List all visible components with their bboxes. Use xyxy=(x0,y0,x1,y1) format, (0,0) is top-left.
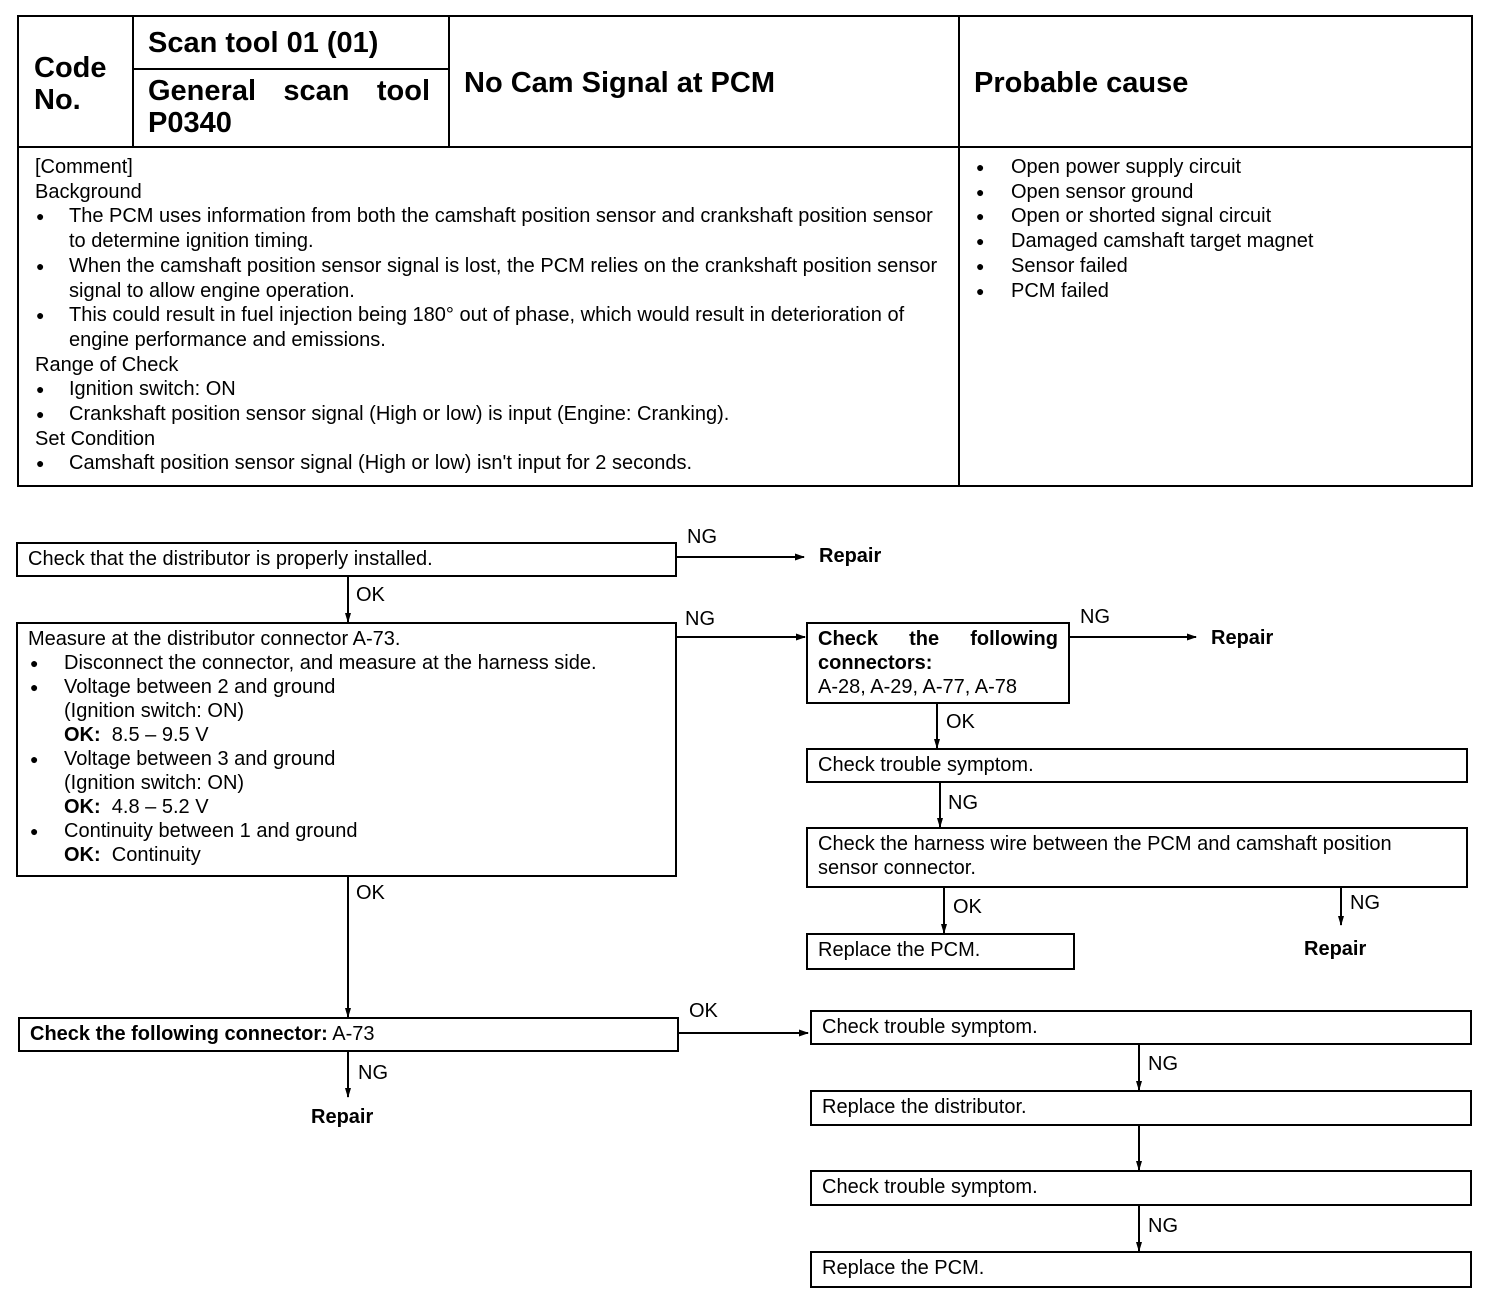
list-item: ● Continuity between 1 and ground xyxy=(28,819,665,843)
measure-list xyxy=(28,651,665,699)
repair-label: Repair xyxy=(1304,938,1367,960)
code-no-label: Code No. xyxy=(34,52,107,116)
list-item: ● The PCM uses information from both the camshaft position sensor and crankshaft position sensor to determine ignition timing. xyxy=(35,204,945,253)
list-item xyxy=(28,675,665,699)
repair-label: Repair xyxy=(311,1106,374,1128)
step-replace-pcm-2: Replace the PCM. xyxy=(810,1251,1472,1288)
ng-label: NG xyxy=(948,792,978,814)
step-check-trouble-symptom: Check trouble symptom. xyxy=(806,748,1468,783)
condition-text: (Ignition switch: ON) xyxy=(64,772,245,794)
measure-list-3 xyxy=(28,819,665,843)
ok-label: OK xyxy=(689,1000,718,1022)
probable-cause-heading: Probable cause xyxy=(974,67,1189,99)
ok-label: OK: xyxy=(64,844,101,866)
connectors-list: A-28, A-29, A-77, A-78 xyxy=(818,676,1018,698)
ng-label: NG xyxy=(1148,1215,1178,1237)
cause-item: ● Damaged camshaft target magnet xyxy=(975,229,1455,254)
list-item: ● Crankshaft position sensor signal (High or low) is input (Engine: Cranking). xyxy=(35,402,945,427)
ok-spec xyxy=(28,795,665,819)
general-scan-tool-code: General scan tool P0340 xyxy=(148,75,430,139)
repair-label: Repair xyxy=(819,545,882,567)
connector-value: A-73 xyxy=(332,1023,375,1045)
list-item: ● Ignition switch: ON xyxy=(35,377,945,402)
ok-value: 4.8 – 5.2 V xyxy=(111,796,209,818)
ok-spec xyxy=(28,723,665,747)
ng-label: NG xyxy=(687,526,717,548)
ok-value: Continuity xyxy=(111,844,201,866)
dtc-title: No Cam Signal at PCM xyxy=(464,67,775,99)
step-check-connectors xyxy=(806,622,1070,704)
scan-tool-code: Scan tool 01 (01) xyxy=(148,27,379,59)
cause-item: ● Open or shorted signal circuit xyxy=(975,204,1455,229)
step-measure-connector-a73 xyxy=(16,622,677,877)
ok-spec xyxy=(28,843,665,867)
list-item: ● When the camshaft position sensor signal is lost, the PCM relies on the crankshaft position sensor signal to allow engine operation. xyxy=(35,254,945,303)
cause-item: ● PCM failed xyxy=(975,279,1455,304)
step-title: Measure at the distributor connector A-73. xyxy=(28,628,401,650)
ng-label: NG xyxy=(685,608,715,630)
step-check-trouble-symptom-2: Check trouble symptom. xyxy=(810,1010,1472,1045)
ok-value: 8.5 – 9.5 V xyxy=(111,724,209,746)
ng-label: NG xyxy=(1148,1053,1178,1075)
ng-label: NG xyxy=(1350,892,1380,914)
set-condition-label: Set Condition xyxy=(35,427,156,450)
connector-heading: Check the following connector: xyxy=(30,1023,328,1045)
step-replace-pcm: Replace the PCM. xyxy=(806,933,1075,970)
step-check-harness-wire: Check the harness wire between the PCM and camshaft position sensor connector. xyxy=(806,827,1468,888)
ok-label: OK xyxy=(356,882,385,904)
ng-label: NG xyxy=(358,1062,388,1084)
list-item: ● This could result in fuel injection being 180° out of phase, which would result in deterioration of engine performance and emissions. xyxy=(35,303,945,352)
step-check-trouble-symptom-3: Check trouble symptom. xyxy=(810,1170,1472,1206)
ok-label: OK xyxy=(356,584,385,606)
step-check-connector-a73 xyxy=(18,1017,679,1052)
connectors-heading: Check the following connectors: xyxy=(818,628,1058,674)
list-item: ● Camshaft position sensor signal (High or low) isn't input for 2 seconds. xyxy=(35,451,945,476)
measure-list-2 xyxy=(28,747,665,771)
step-replace-distributor: Replace the distributor. xyxy=(810,1090,1472,1126)
range-label: Range of Check xyxy=(35,353,179,376)
background-label: Background xyxy=(35,180,142,203)
list-item: ● Voltage between 3 and ground xyxy=(28,747,665,771)
cause-item: ● Open sensor ground xyxy=(975,180,1455,205)
repair-label: Repair xyxy=(1211,627,1274,649)
ok-label: OK xyxy=(953,896,982,918)
measure-text: Voltage between 2 and ground xyxy=(64,676,336,698)
step-check-distributor-installed: Check that the distributor is properly installed. xyxy=(16,542,677,577)
cause-item: ● Sensor failed xyxy=(975,254,1455,279)
ok-label: OK: xyxy=(64,724,101,746)
list-item: ● Disconnect the connector, and measure at the harness side. xyxy=(28,651,665,675)
cause-item: ● Open power supply circuit xyxy=(975,155,1455,180)
ng-label: NG xyxy=(1080,606,1110,628)
condition-text: (Ignition switch: ON) xyxy=(64,700,245,722)
ok-label: OK xyxy=(946,711,975,733)
comment-label: [Comment] xyxy=(35,156,133,178)
ok-label: OK: xyxy=(64,796,101,818)
